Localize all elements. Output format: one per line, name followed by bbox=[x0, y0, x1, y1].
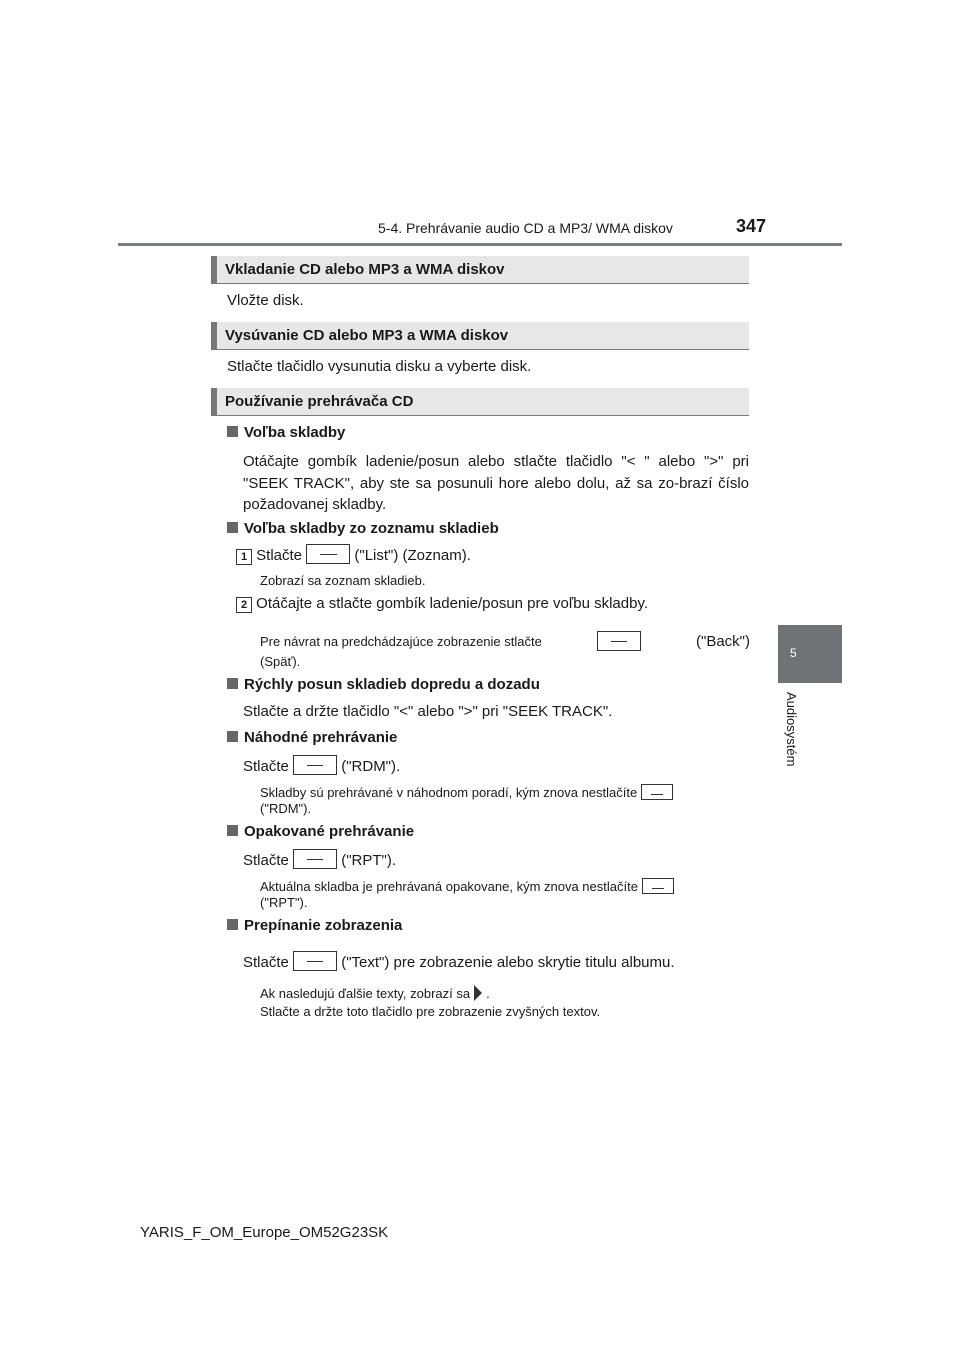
track-list-heading: Voľba skladby zo zoznamu skladieb bbox=[227, 520, 499, 537]
chapter-tab-number: 5 bbox=[790, 646, 797, 660]
chapter-title: 5-4. Prehrávanie audio CD a MP3/ WMA diskov bbox=[378, 220, 673, 236]
bullet-icon bbox=[227, 522, 238, 533]
track-list-step1-note: Zobrazí sa zoznam skladieb. bbox=[260, 573, 426, 588]
bullet-icon bbox=[227, 678, 238, 689]
chapter-tab bbox=[778, 625, 842, 683]
random-text: Stlačte ("RDM"). bbox=[243, 755, 400, 775]
section-heading-insert: Vkladanie CD alebo MP3 a WMA diskov bbox=[211, 256, 749, 284]
bullet-icon bbox=[227, 426, 238, 437]
section-heading-eject: Vysúvanie CD alebo MP3 a WMA diskov bbox=[211, 322, 749, 350]
random-note-end: ("RDM"). bbox=[260, 801, 312, 816]
header-rule bbox=[118, 243, 842, 246]
display-note1: Ak nasledujú ďalšie texty, zobrazí sa . bbox=[260, 986, 490, 1001]
back-button-icon bbox=[597, 631, 641, 651]
fast-text: Stlačte a držte tlačidlo "<" alebo ">" pri "SEEK TRACK". bbox=[243, 703, 613, 720]
chapter-tab-label: Audiosystém bbox=[784, 692, 799, 767]
footer-code: YARIS_F_OM_Europe_OM52G23SK bbox=[140, 1224, 389, 1241]
rdm-button-icon bbox=[641, 784, 673, 800]
page-number: 347 bbox=[736, 216, 767, 236]
back-note: Pre návrat na predchádzajúce zobrazenie stlačte ("Back") bbox=[260, 632, 750, 650]
track-select-text: Otáčajte gombík ladenie/posun alebo stlačte tlačidlo "< " alebo ">" pri "SEEK TRACK", aby ste sa posunuli hore alebo dolu, až sa zo-brazí číslo požadovanej skladby. bbox=[243, 453, 749, 513]
repeat-heading: Opakované prehrávanie bbox=[227, 823, 414, 840]
rpt-button-icon bbox=[293, 849, 337, 869]
repeat-note-end: ("RPT"). bbox=[260, 895, 308, 910]
display-heading: Prepínanie zobrazenia bbox=[227, 917, 402, 934]
eject-text: Stlačte tlačidlo vysunutia disku a vyberte disk. bbox=[227, 358, 532, 375]
rdm-button-icon bbox=[293, 755, 337, 775]
fast-heading: Rýchly posun skladieb dopredu a dozadu bbox=[227, 676, 540, 693]
rpt-button-icon bbox=[642, 878, 674, 894]
insert-text: Vložte disk. bbox=[227, 292, 304, 309]
bullet-icon bbox=[227, 731, 238, 742]
track-list-step1: 1 Stlačte ("List") (Zoznam). bbox=[236, 544, 471, 565]
list-button-icon bbox=[306, 544, 350, 564]
step-number: 2 bbox=[236, 597, 252, 613]
track-select-heading: Voľba skladby bbox=[227, 424, 345, 441]
text-button-icon bbox=[293, 951, 337, 971]
track-list-step2: 2 Otáčajte a stlačte gombík ladenie/posun pre voľbu skladby. bbox=[236, 595, 648, 613]
bullet-icon bbox=[227, 825, 238, 836]
display-text: Stlačte ("Text") pre zobrazenie alebo skrytie titulu albumu. bbox=[243, 951, 675, 971]
section-heading-cd-player: Používanie prehrávača CD bbox=[211, 388, 749, 416]
step-number: 1 bbox=[236, 549, 252, 565]
back-note-end: (Späť). bbox=[260, 654, 301, 669]
bullet-icon bbox=[227, 919, 238, 930]
repeat-text: Stlačte ("RPT"). bbox=[243, 849, 396, 869]
random-heading: Náhodné prehrávanie bbox=[227, 729, 397, 746]
display-note2: Stlačte a držte toto tlačidlo pre zobrazenie zvyšných textov. bbox=[260, 1004, 601, 1019]
random-note: Skladby sú prehrávané v náhodnom poradí, kým znova nestlačíte bbox=[260, 784, 673, 800]
more-arrow-icon bbox=[474, 985, 482, 1001]
repeat-note: Aktuálna skladba je prehrávaná opakovane, kým znova nestlačíte bbox=[260, 878, 674, 894]
